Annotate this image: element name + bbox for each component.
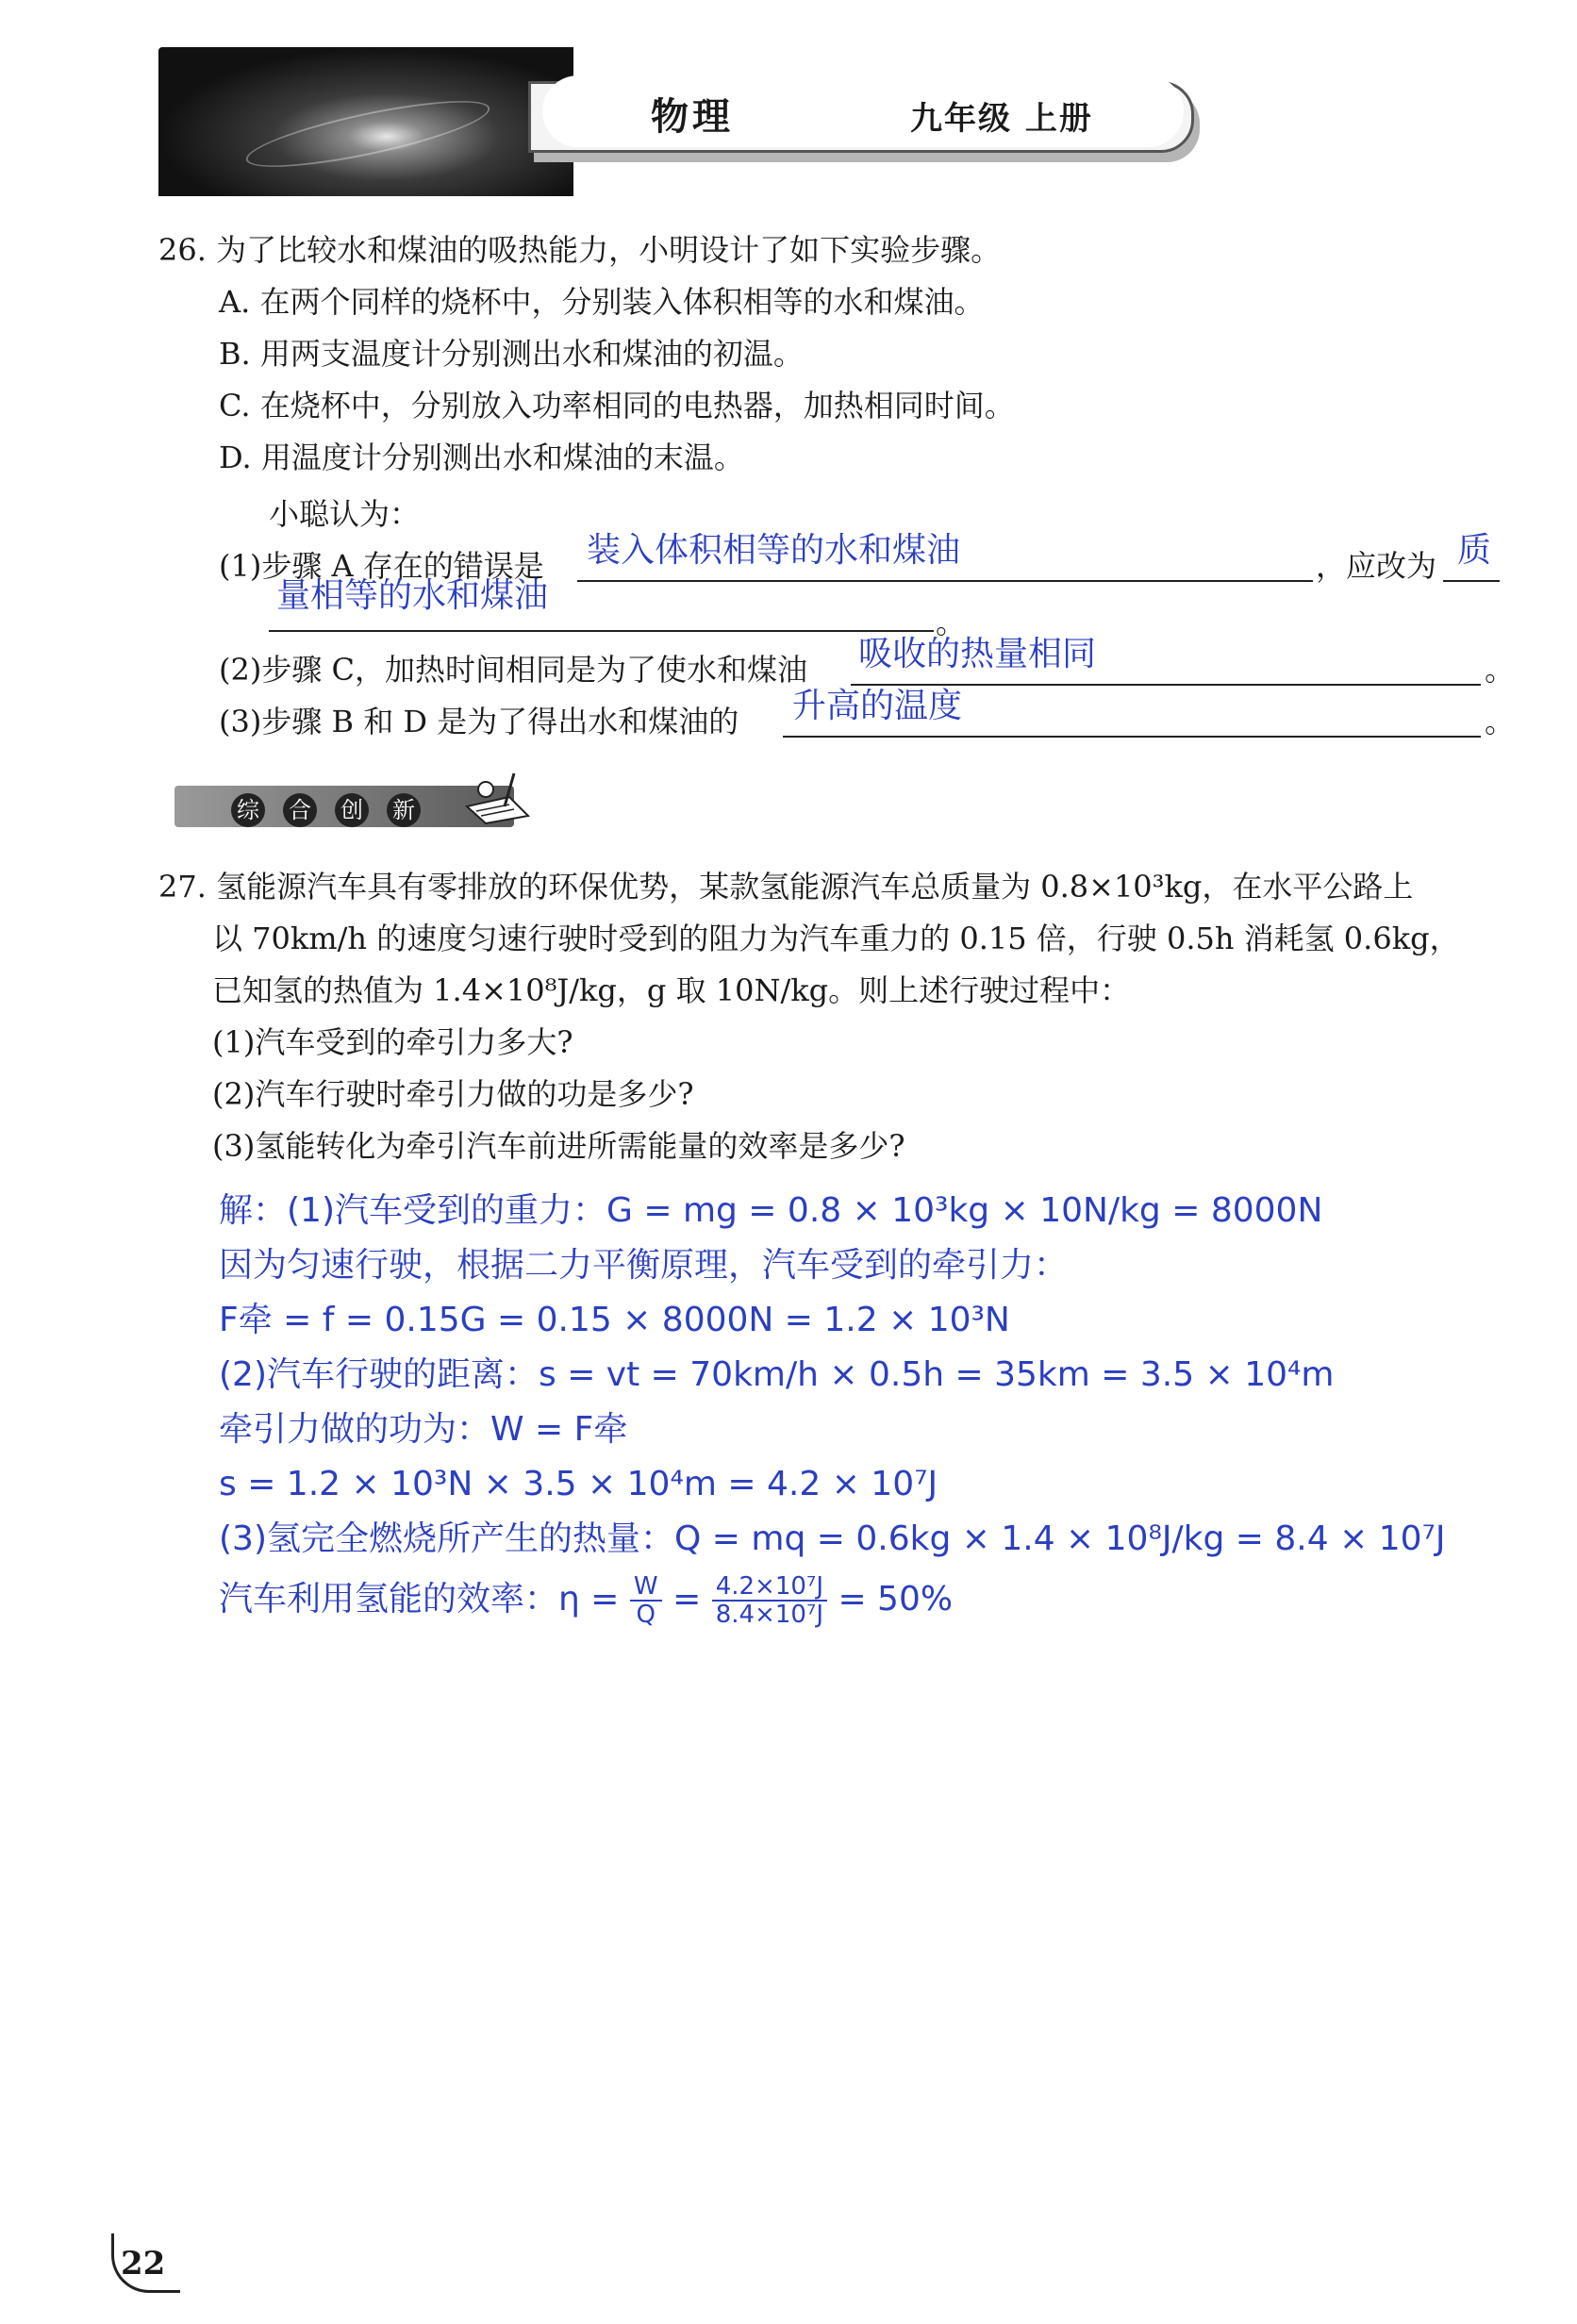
q26-part2-prefix: (2)步骤 C，加热时间相同是为了使水和煤油 [219,652,807,688]
q27-sub2: (2)汽车行驶时牵引力做的功是多少? [212,1076,694,1112]
q27-line3: 已知氢的热值为 1.4×10⁸J/kg，g 取 10N/kg。则上述行驶过程中： [212,972,1131,1008]
section-char-3: 创 [335,793,369,827]
fraction2-numerator: 4.2×10⁷J [712,1573,827,1602]
q26-part1-prefix: (1)步骤 A 存在的错误是 [219,548,544,584]
section-char-1: 综 [231,793,265,827]
q26-step-a: A. 在两个同样的烧杯中，分别装入体积相等的水和煤油。 [219,284,985,320]
solution-line3: F牵 = f = 0.15G = 0.15 × 8000N = 1.2 × 10³N [219,1301,1010,1339]
q26-part1-answer2a: 质 [1457,531,1492,570]
subject-title: 物理 [651,95,734,139]
q26-part1-mid: ，应改为 [1316,548,1437,584]
q26-lead: 小聪认为： [269,496,421,532]
q26-stem: 26. 为了比较水和煤油的吸热能力，小明设计了如下实验步骤。 [158,232,1002,268]
q27-sub3: (3)氢能转化为牵引汽车前进所需能量的效率是多少? [212,1128,905,1164]
page-number: 22 [121,2245,166,2282]
solution-line2: 因为匀速行驶，根据二力平衡原理，汽车受到的牵引力： [219,1246,1069,1285]
q26-part1-blank [577,580,1313,582]
solution-line5: 牵引力做的功为：W = F牵 [219,1410,628,1449]
q26-part1-blank2a [1443,580,1500,582]
q26-part1-blank2b [269,630,934,632]
q26-part3-prefix: (3)步骤 B 和 D 是为了得出水和煤油的 [219,704,739,739]
q27-line2: 以 70km/h 的速度匀速行驶时受到的阻力为汽车重力的 0.15 倍，行驶 0.5h 消耗氢 0.6kg， [212,921,1460,956]
q26-part3-blank [783,736,1481,738]
q26-part2-answer: 吸收的热量相同 [858,635,1097,673]
solution-line7: (3)氢完全燃烧所产生的热量：Q = mq = 0.6kg × 1.4 × 10⁸J/kg = 8.4 × 10⁷J [219,1519,1446,1558]
efficiency-fraction-1 [630,1573,662,1628]
efficiency-fraction-2 [712,1573,827,1628]
fraction1-denominator: Q [636,1601,656,1629]
q26-part1-end: 。 [936,605,967,640]
q26-part1-answer: 装入体积相等的水和煤油 [587,531,961,570]
fraction2-denominator: 8.4×10⁷J [715,1601,823,1629]
q26-part2-end: 。 [1485,652,1516,688]
q26-step-c: C. 在烧杯中，分别放入功率相同的电热器，加热相同时间。 [219,388,1015,423]
q26-part3-end: 。 [1485,704,1516,739]
solution-line4: (2)汽车行驶的距离：s = vt = 70km/h × 0.5h = 35km = 3.5 × 10⁴m [219,1355,1335,1394]
section-char-4: 新 [387,793,421,827]
grade-label: 九年级 上册 [910,100,1093,138]
equals-sign: = [672,1580,702,1618]
section-char-2: 合 [283,793,317,827]
solution-line1: 解：(1)汽车受到的重力：G = mg = 0.8 × 10³kg × 10N/kg = 8000N [219,1191,1323,1230]
efficiency-result: = 50% [838,1580,954,1618]
solution-line8-prefix: 汽车利用氢能的效率：η = [219,1580,620,1618]
q27-sub1: (1)汽车受到的牵引力多大? [212,1024,573,1060]
q27-line1: 27. 氢能源汽车具有零排放的环保优势，某款氢能源汽车总质量为 0.8×10³kg，在水平公路上 [158,869,1414,905]
q26-part3-answer: 升高的温度 [792,687,963,725]
notebook-pencil-icon [462,769,533,825]
q26-step-d: D. 用温度计分别测出水和煤油的末温。 [219,440,744,475]
q26-part1-answer2b: 量相等的水和煤油 [276,576,549,615]
solution-line6: s = 1.2 × 10³N × 3.5 × 10⁴m = 4.2 × 10⁷J [219,1465,938,1503]
solution-line8 [219,1573,953,1628]
header-starfield-image [158,47,573,196]
fraction1-numerator: W [630,1573,662,1602]
q26-step-b: B. 用两支温度计分别测出水和煤油的初温。 [219,336,804,372]
